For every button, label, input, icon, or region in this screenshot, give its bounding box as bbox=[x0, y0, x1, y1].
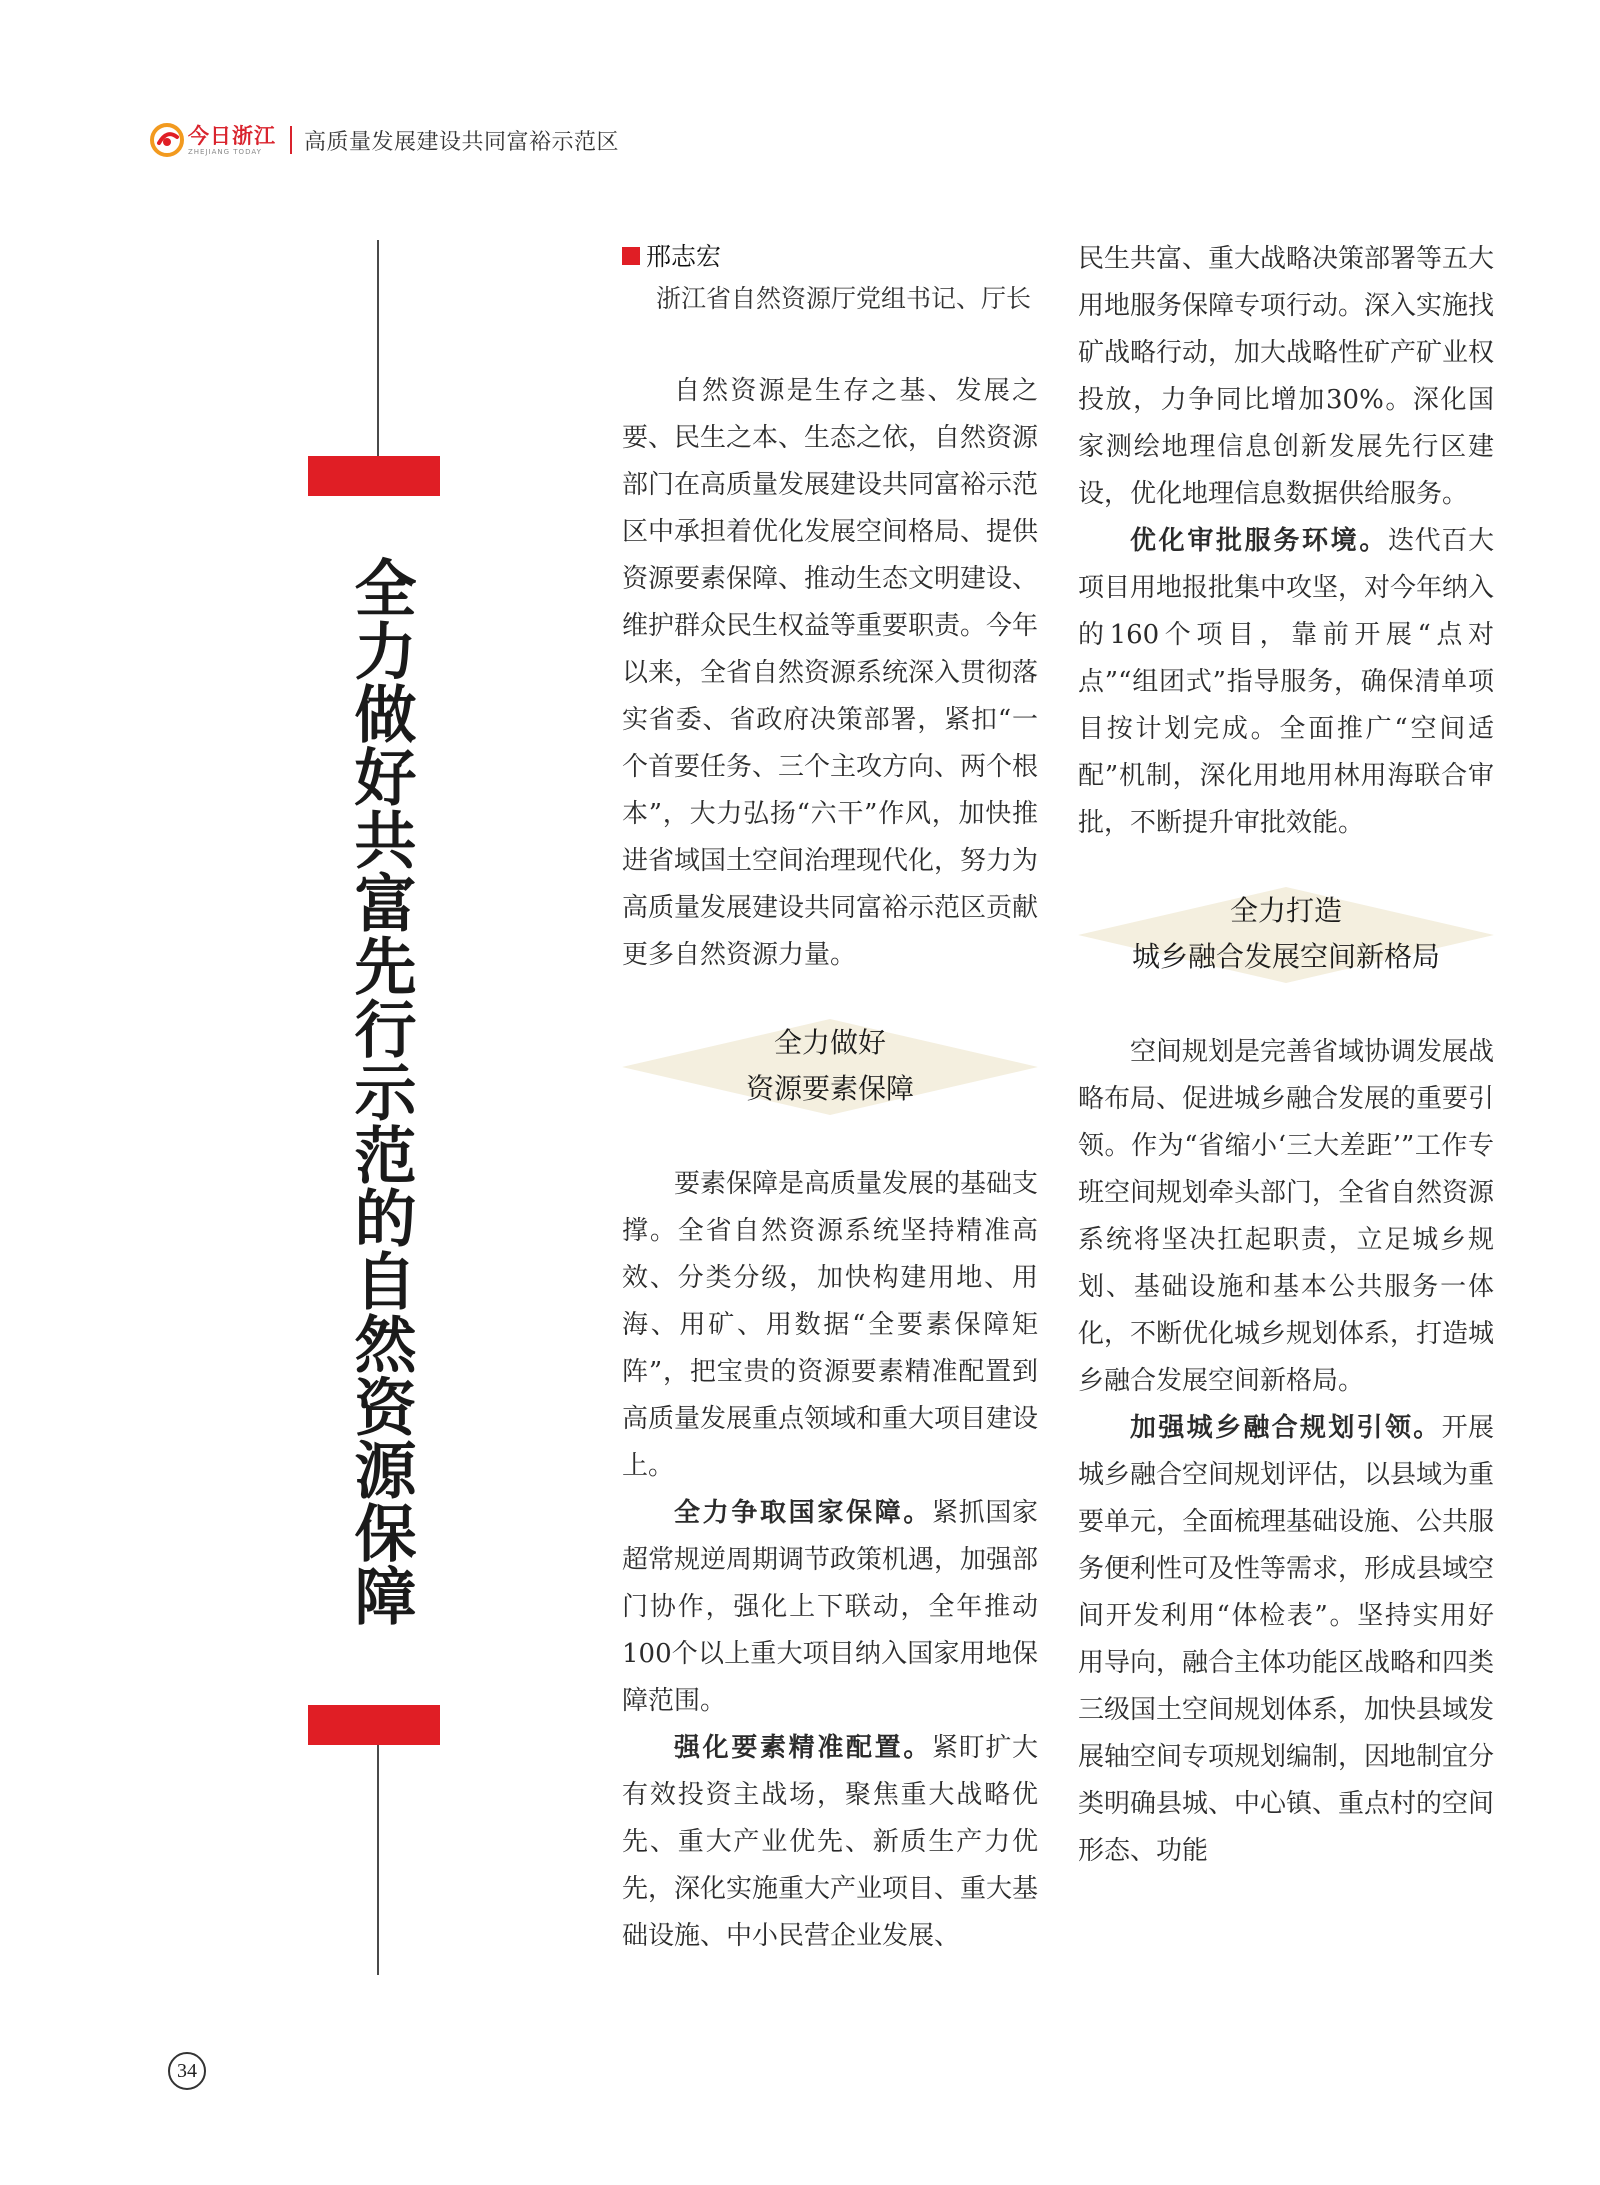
page-number: 34 bbox=[168, 2052, 206, 2090]
vertical-rule-top bbox=[377, 240, 379, 456]
logo-en: ZHEJIANG TODAY bbox=[188, 147, 262, 156]
section-heading-2-line2: 城乡融合发展空间新格局 bbox=[1131, 940, 1440, 973]
paragraph bbox=[1078, 1405, 1494, 1875]
paragraph: 空间规划是完善省域协调发展战略布局、促进城乡融合发展的重要引领。作为“省缩小‘三大差距’”工作专班空间规划牵头部门，全省自然资源系统将坚决扛起职责，立足城乡规划、基础设施和基本公共服务一体化，不断优化城乡规划体系，打造城乡融合发展空间新格局。 bbox=[1078, 1037, 1495, 1396]
red-bar-top bbox=[308, 456, 440, 496]
vertical-rule-bottom bbox=[377, 1745, 379, 1975]
section-heading-2-line1: 全力打造 bbox=[1229, 894, 1342, 927]
paragraph-lead: 全力争取国家保障。 bbox=[674, 1498, 932, 1528]
paragraph-continued: 民生共富、重大战略决策部署等五大用地服务保障专项行动。深入实施找矿战略行动，加大战略性矿产矿业权投放，力争同比增加30%。深化国家测绘地理信息创新发展先行区建设，优化地理信息数据供给服务。 bbox=[1078, 244, 1495, 509]
red-square-icon bbox=[622, 247, 640, 265]
section-title: 高质量发展建设共同富裕示范区 bbox=[304, 129, 620, 155]
logo-icon bbox=[150, 123, 184, 157]
paragraph: 要素保障是高质量发展的基础支撑。全省自然资源系统坚持精准高效、分类分级，加快构建用地、用海、用矿、用数据“全要素保障矩阵”，把宝贵的资源要素精准配置到高质量发展重点领域和重大项目建设上。 bbox=[622, 1169, 1039, 1481]
section-heading-1 bbox=[622, 1019, 1038, 1115]
paragraph bbox=[622, 1490, 1038, 1725]
header-divider bbox=[290, 126, 292, 154]
paragraph-lead: 强化要素精准配置。 bbox=[674, 1733, 932, 1763]
masthead bbox=[150, 120, 619, 160]
paragraph-body: 迭代百大项目用地报批集中攻坚，对今年纳入的160个项目，靠前开展“点对点”“组团式”指导服务，确保清单项目按计划完成。全面推广“空间适配”机制，深化用地用林用海联合审批，不断提升审批效能。 bbox=[1078, 526, 1495, 838]
author-title: 浙江省自然资源厅党组书记、厅长 bbox=[656, 284, 1032, 313]
paragraph-lead: 优化审批服务环境。 bbox=[1130, 526, 1388, 556]
section-heading-2 bbox=[1078, 887, 1494, 983]
paragraph-lead: 加强城乡融合规划引领。 bbox=[1130, 1413, 1442, 1443]
paragraph-body: 紧盯扩大有效投资主战场，聚焦重大战略优先、重大产业优先、新质生产力优先，深化实施重大产业项目、重大基础设施、中小民营企业发展、 bbox=[622, 1733, 1039, 1951]
paragraph bbox=[1078, 518, 1494, 847]
section-heading-1-line1: 全力做好 bbox=[773, 1026, 886, 1059]
paragraph bbox=[622, 1725, 1038, 1960]
intro-paragraph: 自然资源是生存之基、发展之要、民生之本、生态之依，自然资源部门在高质量发展建设共同富裕示范区中承担着优化发展空间格局、提供资源要素保障、推动生态文明建设、维护群众民生权益等重要职责。今年以来，全省自然资源系统深入贯彻落实省委、省政府决策部署，紧扣“一个首要任务、三个主攻方向、两个根本”，大力弘扬“六干”作风，加快推进省域国土空间治理现代化，努力为高质量发展建设共同富裕示范区贡献更多自然资源力量。 bbox=[622, 376, 1039, 970]
logo-text bbox=[188, 122, 276, 156]
author-name: 邢志宏 bbox=[646, 241, 722, 271]
red-bar-bottom bbox=[308, 1705, 440, 1745]
text-column-left bbox=[622, 236, 1038, 1960]
article-title: 全力做好共富先行示范的自然资源保障 bbox=[344, 556, 417, 1627]
logo-cn: 今日浙江 bbox=[188, 122, 276, 148]
section-heading-1-line2: 资源要素保障 bbox=[745, 1072, 914, 1105]
text-column-right bbox=[1078, 236, 1494, 1875]
paragraph-body: 紧抓国家超常规逆周期调节政策机遇，加强部门协作，强化上下联动，全年推动100个以上重大项目纳入国家用地保障范围。 bbox=[622, 1498, 1039, 1716]
paragraph-body: 开展城乡融合空间规划评估，以县域为重要单元，全面梳理基础设施、公共服务便利性可及性等需求，形成县域空间开发利用“体检表”。坚持实用好用导向，融合主体功能区战略和四类三级国土空间规划体系，加快县域发展轴空间专项规划编制，因地制宜分类明确县城、中心镇、重点村的空间形态、功能 bbox=[1078, 1413, 1495, 1866]
author-line bbox=[622, 236, 1038, 276]
